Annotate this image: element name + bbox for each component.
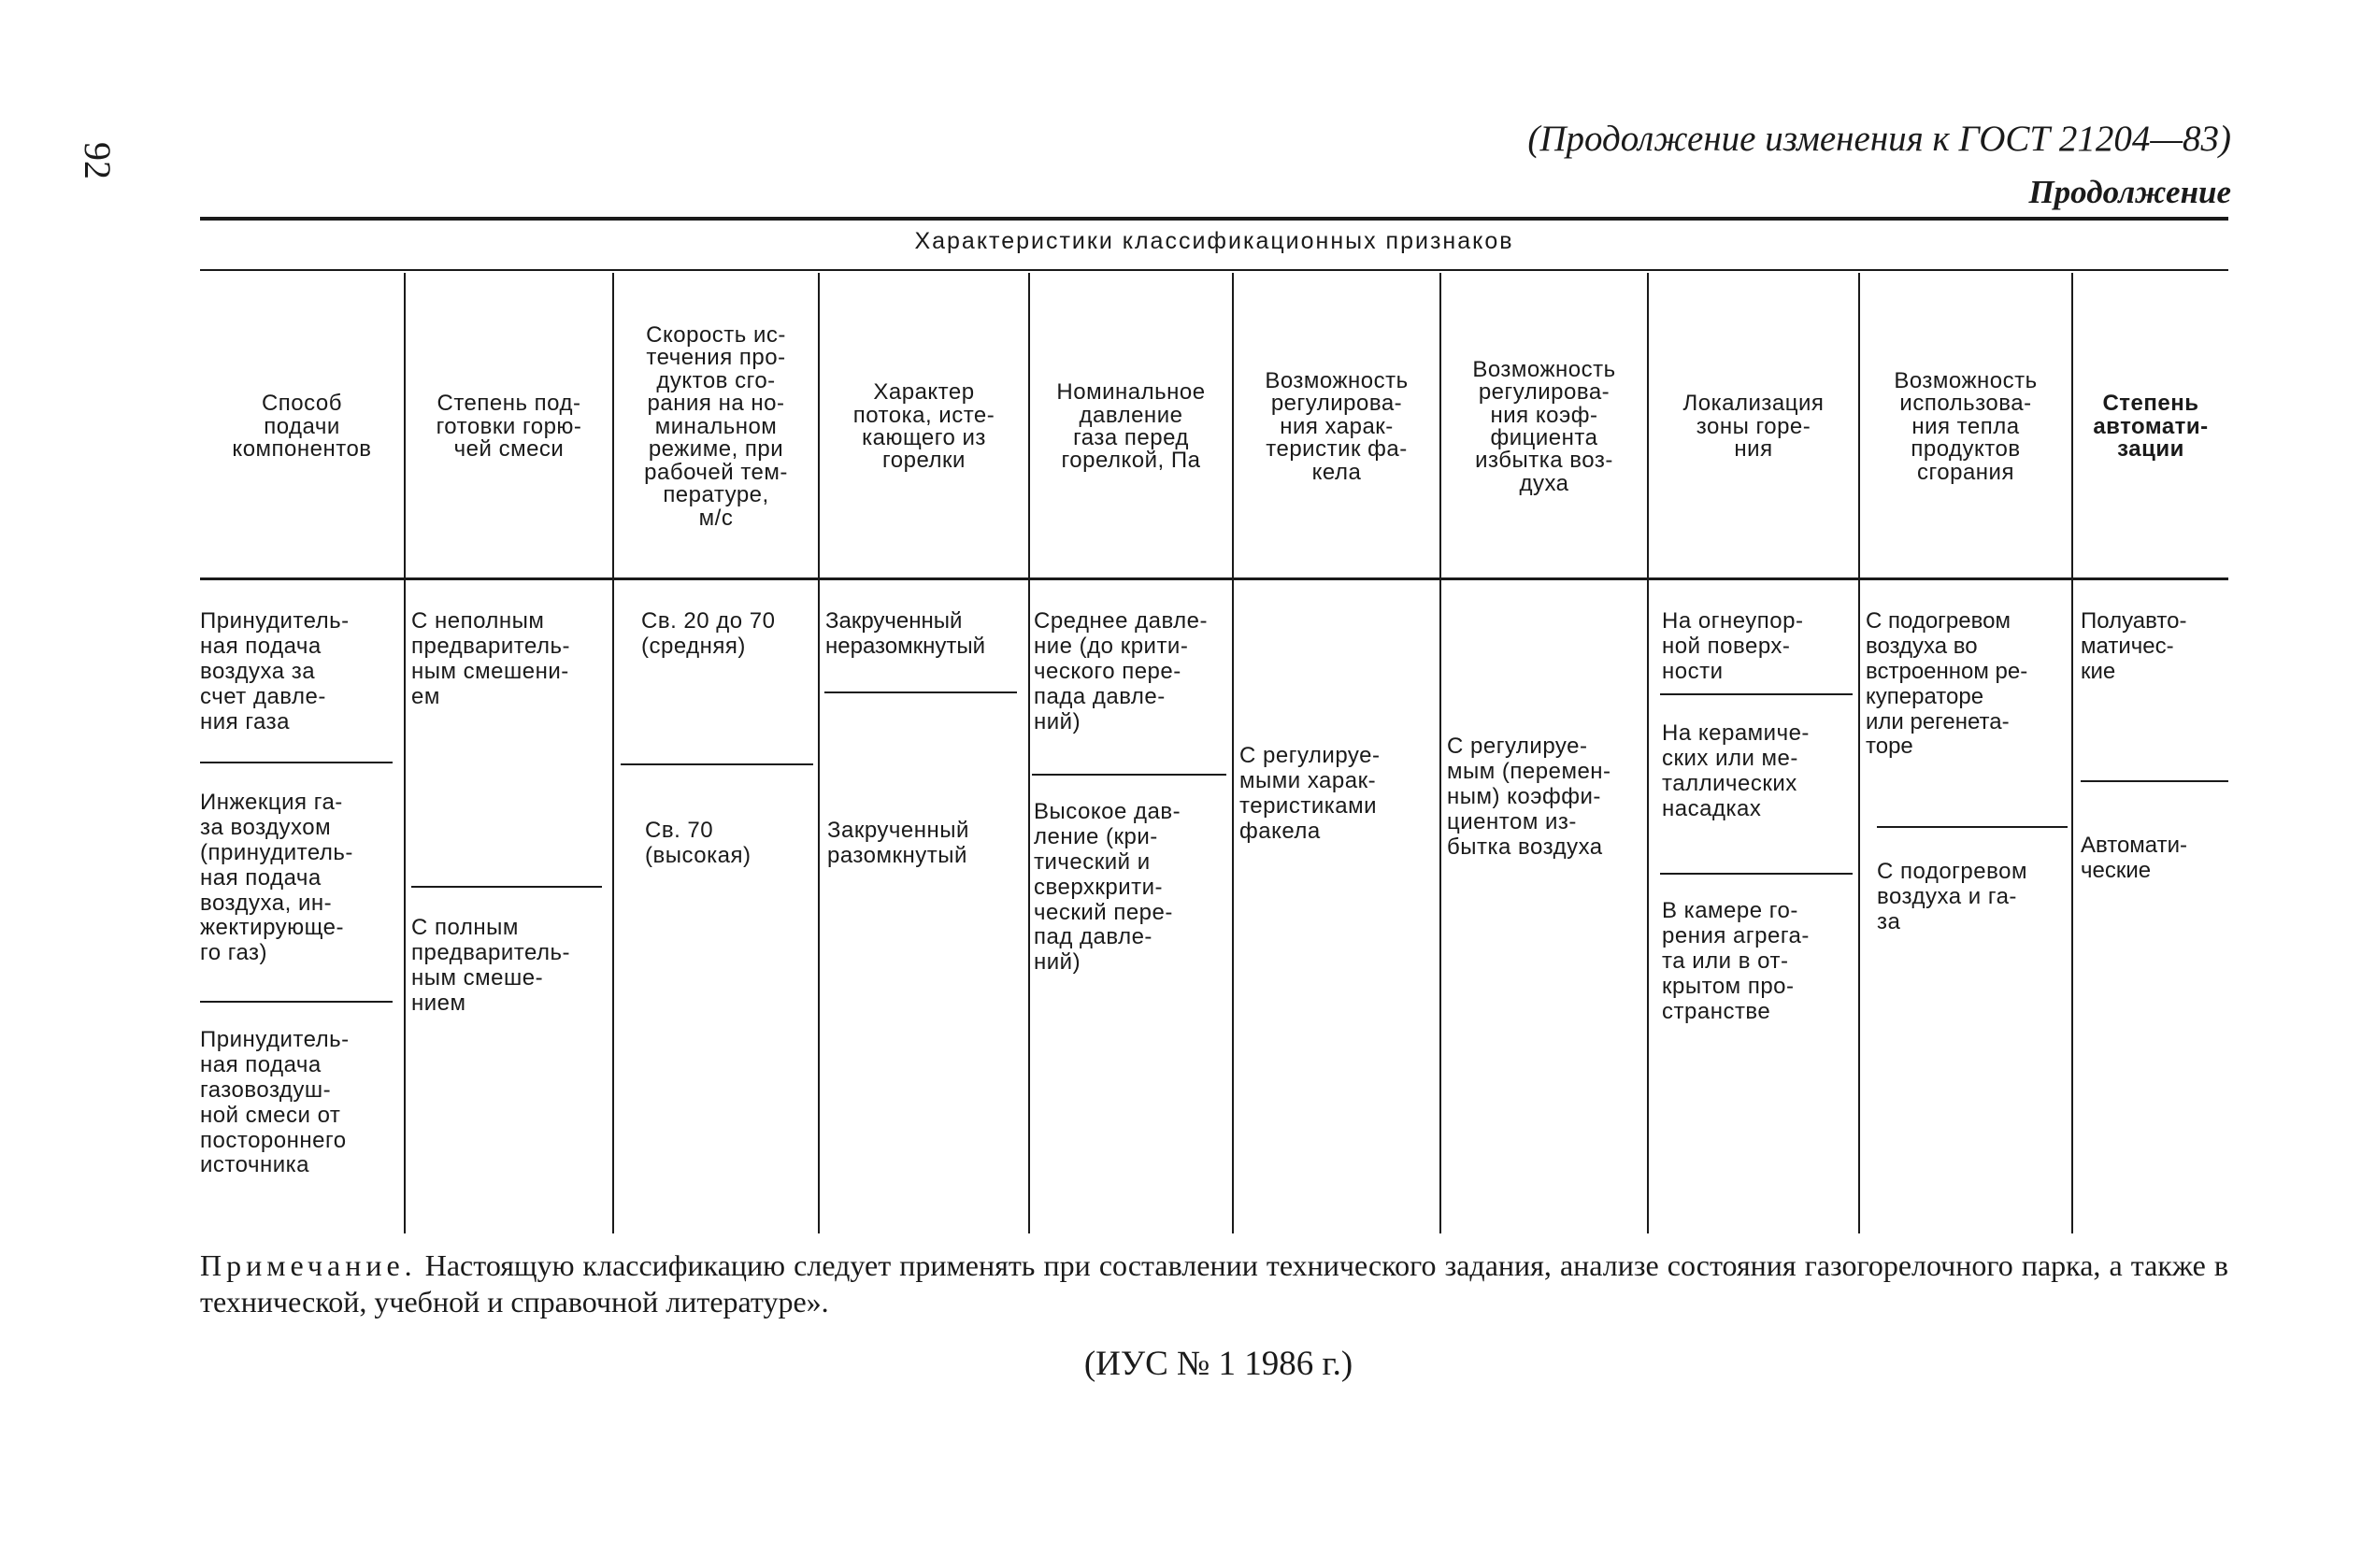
cell-heat-air-gas: С подогревом воздуха и га- за <box>1877 859 2027 934</box>
note-label: Примечание. <box>200 1248 417 1282</box>
cell-feed-gas-pressure: Принудитель- ная подача воздуха за счет давле- ния газа <box>200 608 350 734</box>
column-header: Возможность регулирова- ния коэф- фициента избытка воз- духа <box>1472 356 1616 496</box>
cell-speed-medium: Св. 20 до 70 (средняя) <box>641 608 776 659</box>
cell-zone-chamber: В камере го- рения агрега- та или в от- крытом про- странстве <box>1662 898 1810 1024</box>
caption-rule <box>200 269 2228 271</box>
header-bottom-rule <box>200 577 2228 580</box>
cell-semi-automatic: Полуавто- матичес- кие <box>2081 608 2187 684</box>
cell-divider <box>1660 873 1853 875</box>
table-top-rule <box>200 217 2228 221</box>
cell-feed-external-mixture: Принудитель- ная подача газовоздуш- ной смеси от постороннего источника <box>200 1027 350 1178</box>
column-header: Возможность регулирова- ния харак- теристик фа- кела <box>1265 367 1409 485</box>
column-header: Степень автомати- зации <box>2093 391 2209 463</box>
cell-flame-adjustable: С регулируе- мыми харак- теристиками факела <box>1239 743 1381 844</box>
note-text: Настоящую классификацию следует применять при составлении технического задания, анализе состояния газогорелочного парка, а также в технической, учебной и справочной литературе». <box>200 1248 2229 1319</box>
cell-feed-injection: Инжекция га- за воздухом (принудитель- ная подача воздуха, ин- жектирующе- го газ) <box>200 790 353 966</box>
source-reference: (ИУС № 1 1986 г.) <box>1083 1345 1353 1383</box>
cell-divider <box>1032 774 1226 776</box>
cell-flow-swirl-open: Закрученный разомкнутый <box>827 818 969 868</box>
column-header: Скорость ис- течения про- дуктов сго- рания на но- минальном режиме, при рабочей тем- пературе, м/с <box>644 321 788 531</box>
cell-full-premix: С полным предваритель- ным смеше- нием <box>411 915 571 1016</box>
cell-automatic: Автомати- ческие <box>2081 833 2188 883</box>
cell-heat-recuperator: С подогревом воздуха во встроенном ре- куператоре или регенета- торе <box>1866 608 2028 760</box>
cell-divider <box>411 886 602 888</box>
column-header: Степень под- готовки горю- чей смеси <box>436 391 582 463</box>
header-continuation: Продолжение <box>2028 174 2231 210</box>
column-header: Характер потока, исте- кающего из горелки <box>852 379 995 474</box>
cell-pressure-medium: Среднее давле- ние (до крити- ческого пере- пада давле- ний) <box>1034 608 1209 734</box>
column-header: Способ подачи компонентов <box>232 391 372 463</box>
cell-partial-premix: С неполным предваритель- ным смешени- ем <box>411 608 571 709</box>
cell-divider <box>621 763 813 765</box>
cell-divider <box>200 762 393 763</box>
cell-air-excess-adjustable: С регулируе- мым (перемен- ным) коэффи- циентом из- бытка воздуха <box>1447 734 1611 860</box>
cell-divider <box>1660 693 1853 695</box>
table-caption: Характеристики классификационных признаков <box>914 228 1514 254</box>
note <box>200 1247 2228 1320</box>
header-title: (Продолжение изменения к ГОСТ 21204—83) <box>1527 119 2231 159</box>
cell-pressure-high: Высокое дав- ление (кри- тический и сверхкрити- ческий пере- пад давле- ний) <box>1034 799 1181 976</box>
cell-divider <box>1877 826 2068 828</box>
cell-divider <box>200 1001 393 1003</box>
cell-flow-swirl-closed: Закрученный неразомкнутый <box>825 608 986 659</box>
cell-divider <box>824 691 1017 693</box>
page-number: 92 <box>77 142 119 179</box>
column-header: Возможность использова- ния тепла продуктов сгорания <box>1894 367 2038 485</box>
cell-divider <box>2081 780 2228 782</box>
column-header: Номинальное давление газа перед горелкой, Па <box>1056 379 1206 474</box>
cell-zone-ceramic: На керамиче- ских или ме- таллических насадках <box>1662 720 1810 821</box>
cell-zone-refractory: На огнеупор- ной поверх- ности <box>1662 608 1804 684</box>
column-header: Локализация зоны горе- ния <box>1682 391 1825 463</box>
cell-speed-high: Св. 70 (высокая) <box>645 818 752 868</box>
